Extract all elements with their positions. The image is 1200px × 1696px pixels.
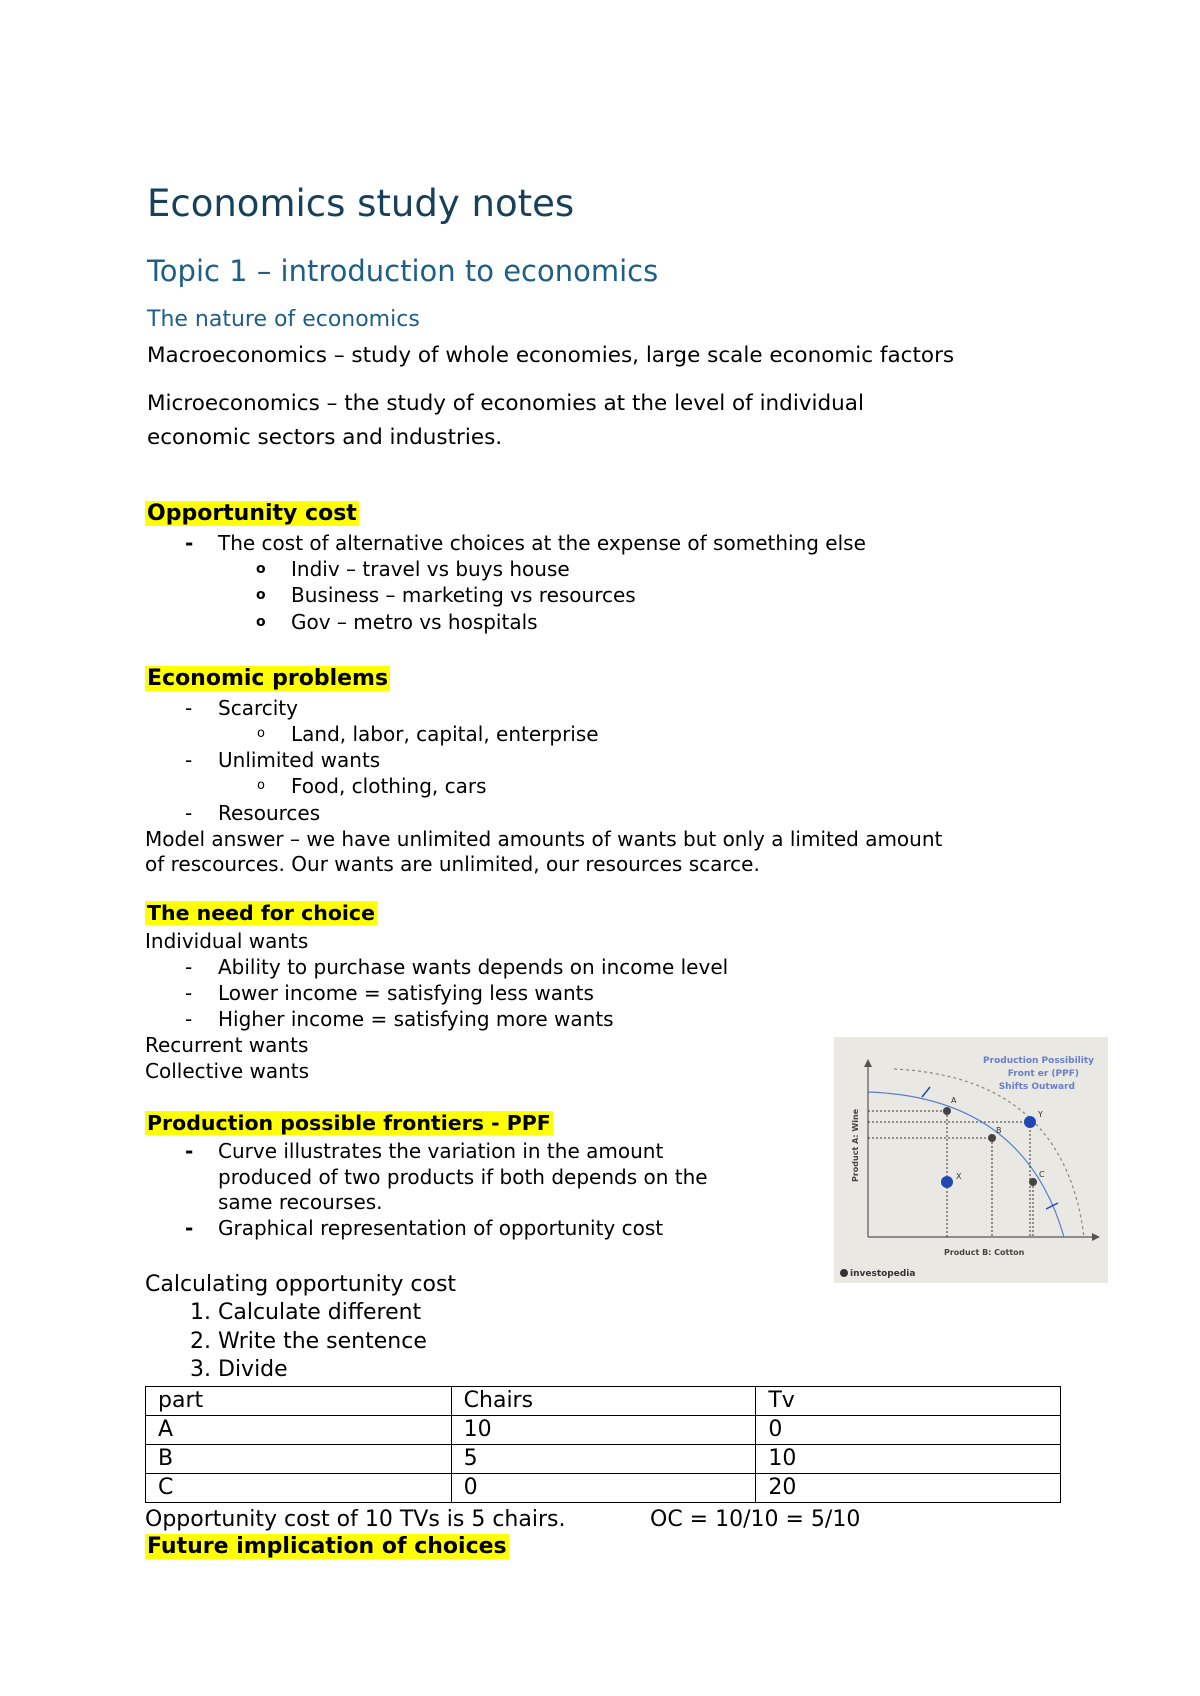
section-heading: The nature of economics: [147, 307, 420, 332]
choice-item-3: Higher income = satisfying more wants: [218, 1007, 614, 1031]
step-number-3: 3.: [190, 1357, 211, 1382]
micro-definition-line2: economic sectors and industries.: [147, 425, 503, 450]
ppf-figure: [834, 1037, 1108, 1283]
dash-bullet: -: [185, 1007, 193, 1031]
table-cell: B: [146, 1445, 452, 1474]
wants-sub: Food, clothing, cars: [291, 774, 487, 798]
result-formula: OC = 10/10 = 5/10: [650, 1507, 861, 1532]
point-b: [988, 1134, 996, 1142]
opportunity-sub-2: Business – marketing vs resources: [291, 583, 636, 607]
resources-item: Resources: [218, 801, 321, 825]
circle-bullet: o: [256, 587, 266, 603]
point-x: [941, 1176, 953, 1188]
label-y: Y: [1038, 1110, 1043, 1119]
opportunity-cost-table: [145, 1386, 1061, 1503]
table-cell: 10: [756, 1445, 1061, 1474]
y-axis-label: Product A: Wine: [851, 1108, 860, 1182]
calc-step-2: Write the sentence: [218, 1329, 427, 1354]
table-cell: 0: [451, 1474, 756, 1503]
circle-bullet: o: [256, 614, 266, 630]
table-cell: 20: [756, 1474, 1061, 1503]
figure-title-line3: Shifts Outward: [998, 1082, 1075, 1092]
ppf-heading: Production possible frontiers - PPF: [147, 1111, 551, 1135]
opportunity-sub-3: Gov – metro vs hospitals: [291, 610, 538, 634]
figure-title-line2: Front er (PPF): [1007, 1069, 1079, 1079]
dash-bullet: -: [185, 955, 193, 979]
point-y: [1024, 1116, 1036, 1128]
point-a: [943, 1107, 951, 1115]
dash-bullet: -: [185, 1139, 194, 1163]
ppf-item2: Graphical representation of opportunity cost: [218, 1216, 664, 1240]
y-axis-arrow: [864, 1059, 872, 1067]
table-cell: C: [146, 1474, 452, 1503]
label-b: B: [996, 1126, 1002, 1135]
label-a: A: [951, 1096, 957, 1105]
macro-definition: Macroeconomics – study of whole economies, large scale economic factors: [147, 343, 955, 368]
dash-bullet: -: [185, 531, 194, 555]
future-implication-heading: Future implication of choices: [147, 1534, 507, 1559]
dash-bullet: -: [185, 748, 193, 772]
table-cell: 0: [756, 1416, 1061, 1445]
dash-bullet: -: [185, 981, 193, 1005]
opportunity-sub-1: Indiv – travel vs buys house: [291, 557, 570, 581]
table-header-cell: Tv: [756, 1387, 1061, 1416]
table-cell: A: [146, 1416, 452, 1445]
individual-wants: Individual wants: [145, 929, 309, 953]
figure-title-line1: Production Possibility: [983, 1056, 1094, 1066]
table-cell: 10: [451, 1416, 756, 1445]
topic-heading: Topic 1 – introduction to economics: [147, 254, 659, 288]
result-sentence: Opportunity cost of 10 TVs is 5 chairs.: [145, 1507, 566, 1532]
ppf-curve: [868, 1092, 1064, 1237]
label-c: C: [1039, 1170, 1045, 1179]
choice-item-2: Lower income = satisfying less wants: [218, 981, 594, 1005]
table-row: [146, 1416, 1061, 1445]
step-number-1: 1.: [190, 1300, 211, 1325]
x-axis-arrow: [1092, 1233, 1100, 1241]
table-header-cell: part: [146, 1387, 452, 1416]
point-c: [1029, 1178, 1037, 1186]
ppf-item1-line2: produced of two products if both depends on the: [218, 1165, 708, 1189]
calc-heading: Calculating opportunity cost: [145, 1272, 457, 1297]
brand-icon: [840, 1269, 848, 1277]
circle-bullet: o: [257, 778, 265, 793]
scarcity-sub: Land, labor, capital, enterprise: [291, 722, 599, 746]
brand-label: investopedia: [850, 1269, 916, 1279]
table-header-row: [146, 1387, 1061, 1416]
need-for-choice-heading: The need for choice: [147, 901, 375, 925]
scarcity-item: Scarcity: [218, 696, 298, 720]
opportunity-item: The cost of alternative choices at the expense of something else: [218, 531, 866, 555]
calc-step-3: Divide: [218, 1357, 288, 1382]
ppf-chart: [834, 1037, 1108, 1283]
shift-arrow-top: [922, 1087, 930, 1097]
calc-step-1: Calculate different: [218, 1300, 422, 1325]
circle-bullet: o: [256, 561, 266, 577]
step-number-2: 2.: [190, 1329, 211, 1354]
label-x: X: [956, 1172, 962, 1181]
x-axis-label: Product B: Cotton: [944, 1248, 1025, 1257]
table-header-cell: Chairs: [451, 1387, 756, 1416]
micro-definition-line1: Microeconomics – the study of economies at the level of individual: [147, 391, 864, 416]
table-row: [146, 1445, 1061, 1474]
model-answer-line2: of rescources. Our wants are unlimited, our resources scarce.: [145, 852, 760, 876]
table-cell: 5: [451, 1445, 756, 1474]
opportunity-cost-heading: Opportunity cost: [147, 501, 357, 526]
choice-item-1: Ability to purchase wants depends on income level: [218, 955, 729, 979]
ppf-item1-line3: same recourses.: [218, 1190, 383, 1214]
collective-wants: Collective wants: [145, 1059, 310, 1083]
dash-bullet: -: [185, 801, 193, 825]
recurrent-wants: Recurrent wants: [145, 1033, 309, 1057]
model-answer-line1: Model answer – we have unlimited amounts of wants but only a limited amount: [145, 827, 943, 851]
circle-bullet: o: [257, 726, 265, 741]
dash-bullet: -: [185, 696, 193, 720]
economic-problems-heading: Economic problems: [147, 666, 389, 691]
page-title: Economics study notes: [147, 182, 575, 225]
ppf-item1-line1: Curve illustrates the variation in the amount: [218, 1139, 664, 1163]
unlimited-wants-item: Unlimited wants: [218, 748, 381, 772]
dash-bullet: -: [185, 1216, 194, 1240]
table-row: [146, 1474, 1061, 1503]
